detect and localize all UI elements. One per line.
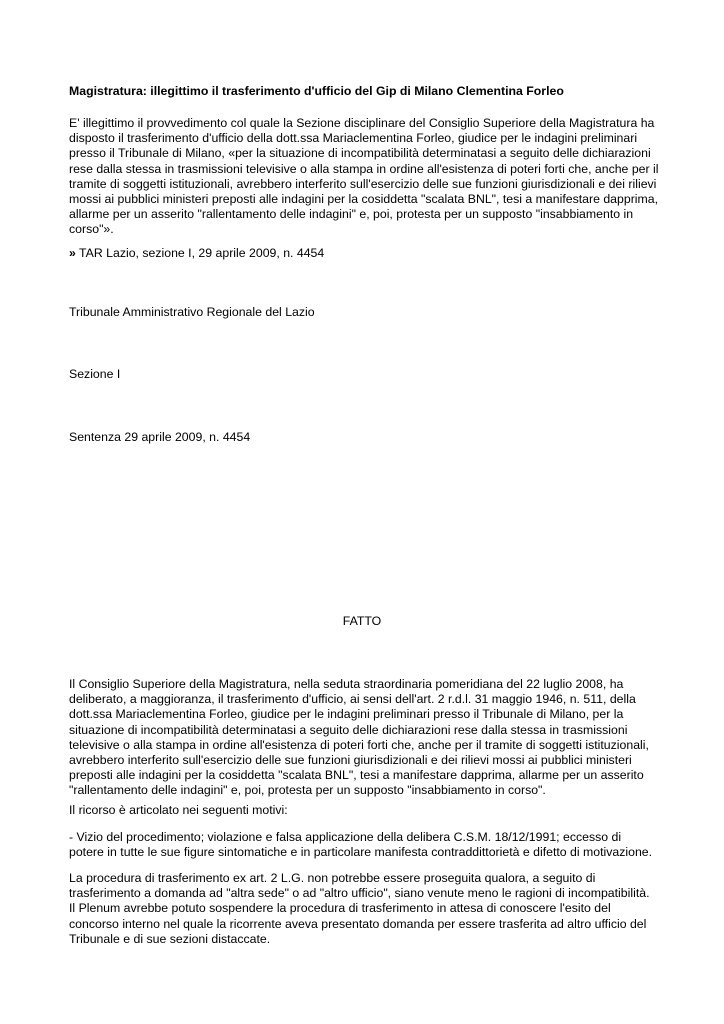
body-paragraph: Il ricorso è articolato nei seguenti motivi: <box>69 803 288 817</box>
court-section: Sezione I <box>69 367 121 381</box>
court-name: Tribunale Amministrativo Regionale del Lazio <box>69 305 315 319</box>
reference-marker: » <box>69 246 76 260</box>
summary-paragraph: E' illegittimo il provvedimento col quale la Sezione disciplinare del Consiglio Superiore della Magistratura ha disposto il trasferimento d'ufficio della dott.ssa Mariaclementina Forleo, giudice per le indagini preliminari presso il Tribunale di Milano, «per la situazione di incompatibilità determinatasi a seguito delle dichiarazioni rese dalla stessa in trasmissioni televisive o alla stampa in ordine all'esistenza di poteri forti che, anche per il tramite di soggetti istituzionali, avrebbero interferito sull'esercizio delle sue funzioni giurisdizionali e dei rilievi mossi ai pubblici ministeri preposti alle indagini per la cosiddetta "scalata BNL", tesi a manifestare dapprima, allarme per un asserito "rallentamento delle indagini" e, poi, protesta per un supposto "insabbiamento in corso"». <box>69 116 659 237</box>
document-title: Magistratura: illegittimo il trasferimento d'ufficio del Gip di Milano Clementina Forleo <box>69 84 564 98</box>
body-paragraph: - Vizio del procedimento; violazione e falsa applicazione della delibera C.S.M. 18/12/1991; eccesso di potere in tutte le sue figure sintomatiche e in particolare manifesta contraddittorietà e difetto di motivazione. <box>69 830 653 860</box>
reference-text: TAR Lazio, sezione I, 29 aprile 2009, n. 4454 <box>79 246 325 260</box>
fatto-heading: FATTO <box>342 614 382 628</box>
case-reference <box>69 246 659 261</box>
body-paragraph: Il Consiglio Superiore della Magistratura, nella seduta straordinaria pomeridiana del 22 luglio 2008, ha deliberato, a maggioranza, il trasferimento d'ufficio, ai sensi dell'art. 2 r.d.l. 31 maggio 1946, n. 511, della dott.ssa Mariaclementina Forleo, giudice per le indagini preliminari presso il Tribunale di Milano, per la situazione di incompatibilità determinatasi a seguito delle dichiarazioni rese dalla stessa in trasmissioni televisive o alla stampa in ordine all'esistenza di poteri forti che, anche per il tramite di soggetti istituzionali, avrebbero interferito sull'esercizio delle sue funzioni giurisdizionali e dei rilievi mossi ai pubblici ministeri preposti alle indagini per la cosiddetta "scalata BNL", tesi a manifestare dapprima, allarme per un asserito "rallentamento delle indagini" e, poi, protesta per un supposto "insabbiamento in corso". <box>69 677 649 798</box>
sentence-id: Sentenza 29 aprile 2009, n. 4454 <box>69 430 251 444</box>
body-paragraph: La procedura di trasferimento ex art. 2 L.G. non potrebbe essere proseguita qualora, a seguito di trasferimento a domanda ad "altra sede" o ad "altro ufficio", siano venute meno le ragioni di incompatibilità. Il Plenum avrebbe potuto sospendere la procedura di trasferimento in attesa di conoscere l'esito del concorso interno nel quale la ricorrente aveva presentato domanda per essere trasferita ad altro ufficio del Tribunale e di sue sezioni distaccate. <box>69 871 650 946</box>
